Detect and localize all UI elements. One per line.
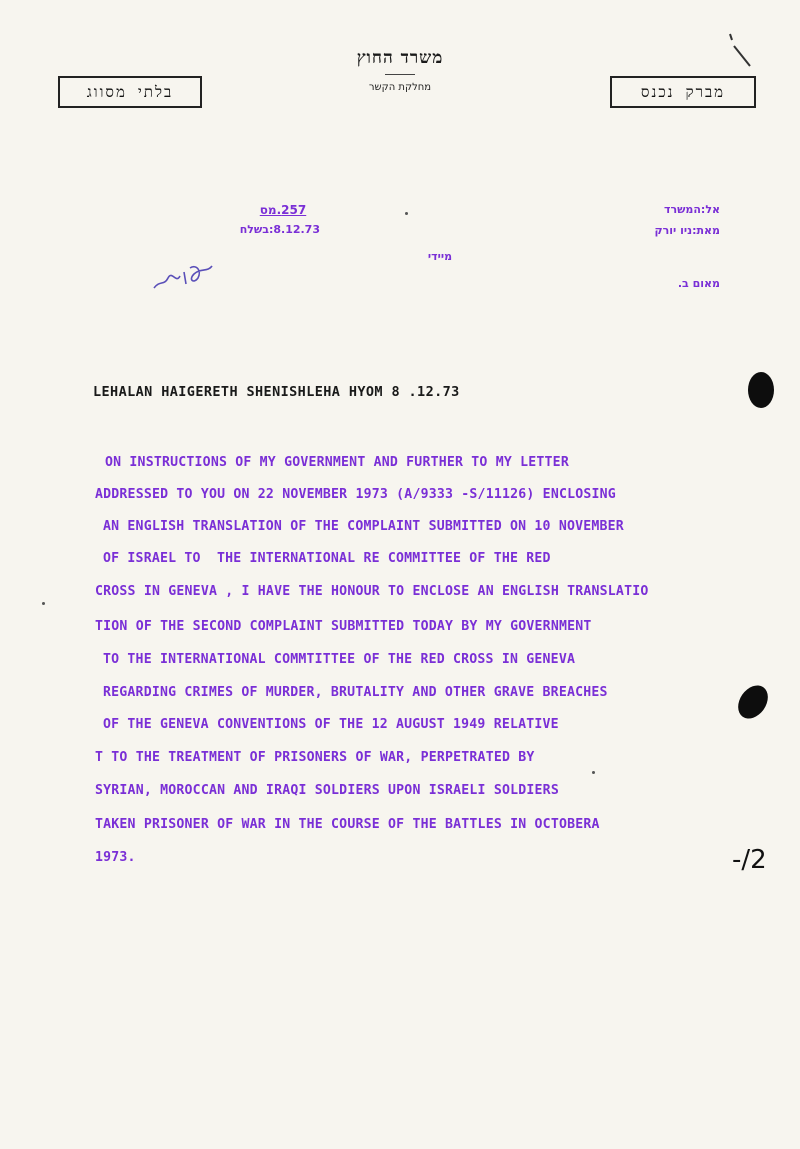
page-number-mark — [730, 840, 780, 876]
sent-date: 8.12.73:בשלח — [239, 223, 320, 236]
message-type-stamp: מברק נכנס — [610, 76, 756, 108]
body-line: TION OF THE SECOND COMPLAINT SUBMITTED TODAY BY MY GOVERNMENT — [95, 619, 592, 634]
body-line: T TO THE TREATMENT OF PRISONERS OF WAR, PERPETRATED BY — [95, 750, 535, 765]
punch-hole-top — [748, 372, 774, 408]
body-line: SYRIAN, MOROCCAN AND IRAQI SOLDIERS UPON ISRAELI SOLDIERS — [95, 783, 559, 798]
body-line: OF THE GENEVA CONVENTIONS OF THE 12 AUGUST 1949 RELATIVE — [103, 717, 559, 732]
corner-mark-icon — [722, 30, 762, 70]
sender-line: מאת:ניו יורק — [654, 224, 720, 237]
body-line: CROSS IN GENEVA , I HAVE THE HONOUR TO ENCLOSE AN ENGLISH TRANSLATIO — [95, 584, 649, 599]
ministry-title: משרד החוץ — [356, 48, 444, 68]
body-line: 1973. — [95, 850, 136, 865]
paper-speck — [592, 771, 595, 774]
urgency-label: מיידי — [427, 250, 453, 263]
paper-speck — [42, 602, 45, 605]
body-line: TO THE INTERNATIONAL COMMTITTEE OF THE RED CROSS IN GENEVA — [103, 652, 576, 667]
department-name: מחלקת הקשר — [368, 82, 432, 93]
origin-line: מאום ב. — [677, 277, 720, 290]
message-number: 257.מס — [259, 203, 307, 217]
page-number-text: -/2 — [732, 845, 767, 875]
body-line: ON INSTRUCTIONS OF MY GOVERNMENT AND FURTHER TO MY LETTER — [105, 455, 569, 470]
reference-line: LEHALAN HAIGERETH SHENISHLEHA HYOM 8 .12.73 — [93, 384, 460, 400]
paper-speck — [405, 212, 408, 215]
handwritten-initials — [150, 258, 220, 298]
body-line: ADDRESSED TO YOU ON 22 NOVEMBER 1973 (A/9333 -S/11126) ENCLOSING — [95, 487, 616, 502]
body-line: REGARDING CRIMES OF MURDER, BRUTALITY AND OTHER GRAVE BREACHES — [103, 685, 608, 700]
classification-stamp: בלתי מסווג — [58, 76, 202, 108]
title-divider — [385, 74, 415, 75]
body-line: TAKEN PRISONER OF WAR IN THE COURSE OF THE BATTLES IN OCTOBERA — [95, 817, 600, 832]
body-line: OF ISRAEL TO THE INTERNATIONAL RE COMMITTEE OF THE RED — [103, 551, 551, 566]
recipient-line: אל:המשרד — [663, 203, 720, 216]
body-line: AN ENGLISH TRANSLATION OF THE COMPLAINT SUBMITTED ON 10 NOVEMBER — [103, 519, 624, 534]
punch-hole-middle — [732, 680, 774, 724]
